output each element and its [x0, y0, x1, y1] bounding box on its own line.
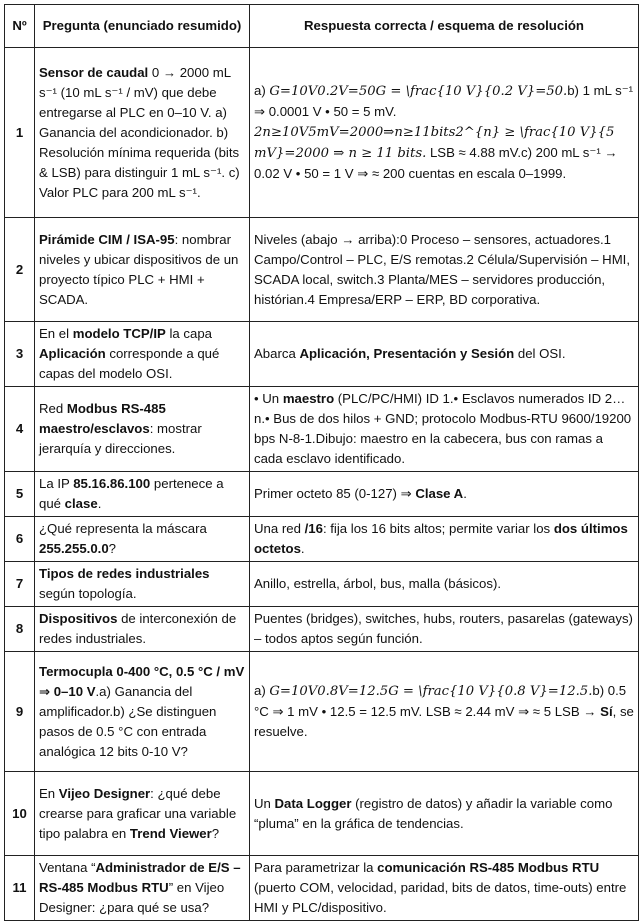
text-segment: 0 → 2000 mL s⁻¹ (10 mL s⁻¹ / mV) que debe entregarse al PLC en 0–10 V. a) Ganancia del acondicionador. b) Resolución mínima requerida (bits & LSB) para distinguir 1 mL s⁻¹. c) Valor PLC para 200 mL s⁻¹. [39, 64, 240, 200]
header-number: Nº [5, 5, 35, 48]
answer-cell [250, 322, 639, 387]
text-segment: a) [254, 683, 270, 698]
bold-text-segment: 85.16.86.100 [73, 476, 151, 491]
bold-text-segment: comunicación RS-485 Modbus RTU [377, 860, 600, 875]
text-segment: Puentes (bridges), switches, hubs, routers, pasarelas (gateways) – todos aptos según función. [254, 611, 633, 646]
text-segment: Para parametrizar la [254, 860, 378, 875]
text-segment: ¿Qué representa la máscara [39, 521, 207, 536]
text-segment: : mostrar jerarquía y direcciones. [39, 421, 202, 456]
bold-text-segment: Modbus RS-485 maestro/esclavos [39, 401, 166, 436]
question-cell [35, 517, 250, 562]
table-row [5, 607, 639, 652]
header-row [5, 5, 639, 48]
bold-text-segment: Tipos de redes industriales [39, 566, 210, 581]
bold-text-segment: Sí [600, 704, 613, 719]
table-row [5, 48, 639, 218]
answer-cell [250, 607, 639, 652]
question-cell [35, 607, 250, 652]
table-row [5, 652, 639, 772]
bold-text-segment: Trend Viewer [129, 825, 212, 841]
text-segment: b) 1 mL s⁻¹ ⇒ 0.0001 V • 50 = 5 mV. [254, 83, 634, 119]
text-segment: .a) Ganancia del amplificador.b) ¿Se distinguen pasos de 0.5 °C con entrada analógica 12 bits 0-10 V? [39, 683, 217, 759]
text-segment: LSB ≈ 4.88 mV.c) 200 mL s⁻¹ → 0.02 V • 50 = 1 V ⇒ ≈ 200 cuentas en escala 0–1999. [254, 145, 618, 181]
question-cell [35, 472, 250, 517]
text-segment: a) [254, 83, 270, 98]
question-cell [35, 772, 250, 856]
bold-text-segment: maestro [282, 391, 335, 406]
text-segment: según topología. [39, 586, 137, 601]
header-question: Pregunta (enunciado resumido) [35, 5, 250, 48]
answer-cell [250, 48, 639, 218]
row-number: 7 [5, 562, 35, 607]
bold-text-segment: 255.255.0.0 [39, 541, 109, 556]
text-segment: , se resuelve. [254, 704, 634, 739]
question-cell [35, 562, 250, 607]
bold-text-segment: modelo TCP/IP [72, 326, 166, 341]
table-row [5, 517, 639, 562]
text-segment: ? [211, 825, 220, 841]
table-row [5, 322, 639, 387]
text-segment: : ¿qué debe crearse para graficar una variable tipo palabra en [39, 785, 237, 841]
row-number: 1 [5, 48, 35, 218]
text-segment: Niveles (abajo → arriba):0 Proceso – sensores, actuadores.1 Campo/Control – PLC, E/S remotas.2 Célula/Supervisión – HMI, SCADA local, switch.3 Planta/MES – servidores producción, histórian.4 Empresa/ERP – ERP, BD corporativa. [254, 231, 631, 307]
question-cell [35, 856, 250, 921]
text-segment: • Un [254, 391, 283, 406]
row-number: 9 [5, 652, 35, 772]
text-segment: b) 0.5 °C ⇒ 1 mV • 12.5 = 12.5 mV. LSB ≈ 2.44 mV ⇒ ≈ 5 LSB → [254, 683, 627, 719]
table-row [5, 772, 639, 856]
question-cell [35, 322, 250, 387]
bold-text-segment: Aplicación [39, 346, 106, 361]
text-segment: . [463, 486, 467, 501]
question-cell [35, 652, 250, 772]
text-segment: (PLC/PC/HMI) ID 1.• Esclavos numerados ID 2…n.• Bus de dos hilos + GND; protocolo Modbus-RTU 9600/19200 bps N-8-1.Dibujo: maestro en la cabecera, bus con ramas a cada esclavo identificado. [254, 391, 632, 466]
text-segment: Abarca [254, 346, 300, 361]
text-segment: Primer octeto 85 (0-127) ⇒ [254, 486, 416, 501]
row-number: 3 [5, 322, 35, 387]
formula-segment: 2n≥10V5mV=2000⇒n≥11bits2^{n} ≥ \frac{10 V}{5 mV}=2000 ⇒ n ≥ 11 bits. [254, 125, 615, 161]
question-cell [35, 48, 250, 218]
header-answer: Respuesta correcta / esquema de resolución [250, 5, 639, 48]
answer-cell [250, 472, 639, 517]
row-number: 2 [5, 218, 35, 322]
text-segment: (puerto COM, velocidad, paridad, bits de datos, time-outs) entre HMI y PLC/dispositivo. [254, 880, 627, 915]
row-number: 8 [5, 607, 35, 652]
table-row [5, 856, 639, 921]
answer-cell [250, 562, 639, 607]
text-segment: corresponde a qué capas del modelo OSI. [39, 346, 220, 381]
text-segment: del OSI. [514, 346, 566, 361]
table-row [5, 218, 639, 322]
text-segment: de interconexión de redes industriales. [39, 611, 237, 646]
text-segment: ” en Vijeo Designer: ¿para qué se usa? [39, 880, 225, 915]
table-row [5, 472, 639, 517]
text-segment: Un [254, 795, 275, 811]
formula-segment: G=10V0.2V=50G = \frac{10 V}{0.2 V}=50. [269, 84, 568, 99]
text-segment: Red [39, 401, 67, 416]
bold-text-segment: Pirámide CIM / ISA-95 [39, 231, 175, 247]
text-segment: la capa [165, 326, 212, 341]
answer-cell [250, 218, 639, 322]
text-segment: . [300, 541, 305, 556]
text-segment: Anillo, estrella, árbol, bus, malla (básicos). [254, 576, 502, 591]
answer-cell [250, 517, 639, 562]
table-row [5, 387, 639, 472]
answer-cell [250, 652, 639, 772]
qa-table [4, 4, 639, 921]
text-segment: En [39, 785, 59, 801]
question-cell [35, 387, 250, 472]
bold-text-segment: Vijeo Designer [58, 785, 151, 801]
bold-text-segment: Clase A [415, 486, 464, 501]
table-row [5, 562, 639, 607]
bold-text-segment: Administrador de E/S – RS-485 Modbus RTU [39, 860, 241, 895]
row-number: 4 [5, 387, 35, 472]
answer-cell [250, 856, 639, 921]
text-segment: Ventana “ [39, 860, 96, 875]
bold-text-segment: Termocupla 0-400 °C, 0.5 °C / mV ⇒ 0–10 V [39, 663, 245, 699]
bold-text-segment: Data Logger [274, 795, 352, 811]
text-segment: ? [108, 541, 117, 556]
text-segment: Una red [254, 521, 305, 536]
bold-text-segment: Aplicación, Presentación y Sesión [299, 346, 515, 361]
answer-cell [250, 387, 639, 472]
bold-text-segment: Dispositivos [39, 611, 118, 626]
row-number: 10 [5, 772, 35, 856]
text-segment: pertenece a qué [39, 476, 224, 511]
text-segment: (registro de datos) y añadir la variable como “pluma” en la gráfica de tendencias. [254, 795, 613, 831]
text-segment: . [97, 496, 102, 511]
answer-cell [250, 772, 639, 856]
formula-segment: G=10V0.8V=12.5G = \frac{10 V}{0.8 V}=12.5. [269, 684, 593, 699]
text-segment: La IP [39, 476, 74, 491]
row-number: 11 [5, 856, 35, 921]
bold-text-segment: clase [64, 496, 98, 511]
row-number: 5 [5, 472, 35, 517]
bold-text-segment: Sensor de caudal [39, 64, 149, 80]
bold-text-segment: dos últimos octetos [254, 521, 628, 556]
text-segment: : fija los 16 bits altos; permite variar los [322, 521, 554, 536]
bold-text-segment: /16 [304, 521, 323, 536]
row-number: 6 [5, 517, 35, 562]
question-cell [35, 218, 250, 322]
text-segment: En el [39, 326, 73, 341]
text-segment: : nombrar niveles y ubicar dispositivos de un proyecto típico PLC + HMI + SCADA. [39, 231, 239, 307]
